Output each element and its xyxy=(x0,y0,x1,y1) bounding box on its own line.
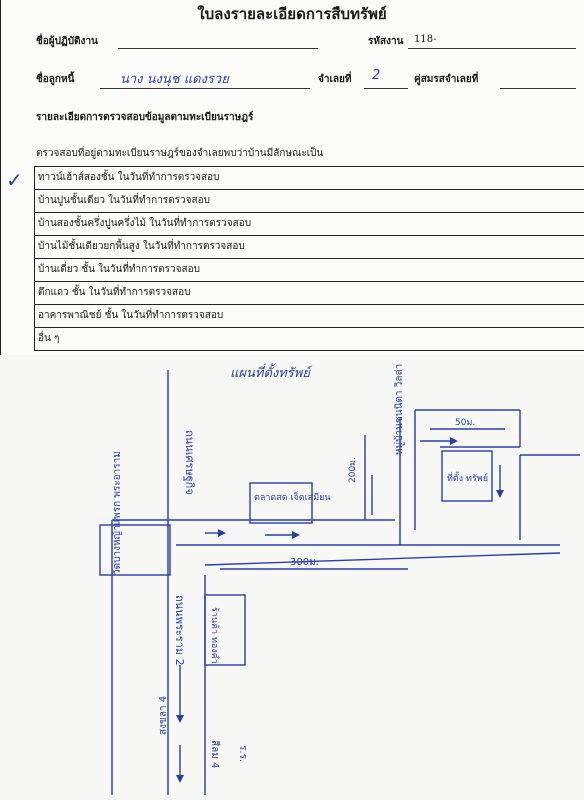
option-row[interactable]: ตึกแถว ชั้น ในวันที่ทำการตรวจสอบ xyxy=(34,282,584,305)
bottom-right-label: ร.ร. xyxy=(237,745,248,763)
officer-field[interactable] xyxy=(118,48,318,49)
defendant-label: จำเลยที่ xyxy=(318,74,352,85)
check-mark-icon: ✓ xyxy=(6,168,23,192)
code-value: 118- xyxy=(414,34,437,45)
spouse-label: คู่สมรสจำเลยที่ xyxy=(414,74,479,85)
section-title: รายละเอียดการตรวจสอบข้อมูลตามทะเบียนราษฎร์ xyxy=(36,112,254,123)
officer-label: ชื่อผู้ปฏิบัติงาน xyxy=(36,36,98,47)
market-label: ตลาดสด เจ็ดเสมียน xyxy=(254,493,331,503)
option-row[interactable]: บ้านสองชั้นครึ่งปูนครึ่งไม้ ในวันที่ทำการตรวจสอบ xyxy=(34,213,584,236)
bottom-left-label: สงขลา 4 xyxy=(158,695,169,735)
option-row[interactable]: อาคารพาณิชย์ ชั้น ในวันที่ทำการตรวจสอบ xyxy=(34,305,584,328)
distance-2: 200ม. xyxy=(348,457,358,483)
distance-1: 300ม. xyxy=(290,557,319,568)
house-type-list xyxy=(34,166,584,351)
option-row[interactable]: บ้านไม้ชั้นเดียวยกพื้นสูง ในวันที่ทำการตรวจสอบ xyxy=(34,236,584,259)
location-map xyxy=(0,355,584,800)
option-row[interactable]: บ้านปูนชั้นเดียว ในวันที่ทำการตรวจสอบ xyxy=(34,190,584,213)
map-top-label: แผนที่ตั้งทรัพย์ xyxy=(230,366,310,381)
distance-3: 50ม. xyxy=(455,418,476,428)
form-title: ใบลงรายละเอียดการสืบทรัพย์ xyxy=(197,5,387,23)
temple-label: วัดบางหญ้าแพรก พระอาราม xyxy=(112,451,123,575)
main-road-label: ถนนพระราม 2 xyxy=(173,595,186,666)
property-label: ที่ตั้ง ทรัพย์ xyxy=(447,474,489,484)
code-field[interactable] xyxy=(408,48,576,49)
defendant-value: 2 xyxy=(372,68,381,83)
option-row[interactable]: บ้านเดี่ยว ชั้น ในวันที่ทำการตรวจสอบ xyxy=(34,259,584,282)
defendant-field[interactable] xyxy=(364,88,408,89)
debtor-field[interactable] xyxy=(100,88,310,89)
spouse-field[interactable] xyxy=(500,88,576,89)
code-label: รหัสงาน xyxy=(368,36,404,47)
debtor-value: นาง นงนุช แดงรวย xyxy=(120,72,229,87)
option-row[interactable]: ทาวน์เฮ้าส์สองชั้น ในวันที่ทำการตรวจสอบ xyxy=(34,167,584,190)
left-road-label: ถนนเศรษฐกิจ xyxy=(183,430,196,495)
bottom-mid-label: สีลม 4 xyxy=(209,740,220,769)
option-row[interactable]: อื่น ๆ xyxy=(34,328,584,351)
shop-label: ร้านค้า ทองคำ xyxy=(209,607,219,664)
debtor-label: ชื่อลูกหนี้ xyxy=(36,74,75,85)
village-road-label: หมู่บ้านชนนิดา วิลล่า xyxy=(394,363,405,455)
section-intro: ตรวจสอบที่อยู่ตามทะเบียนราษฎร์ของจำเลยพบว่าบ้านมีลักษณะเป็น xyxy=(36,148,324,159)
